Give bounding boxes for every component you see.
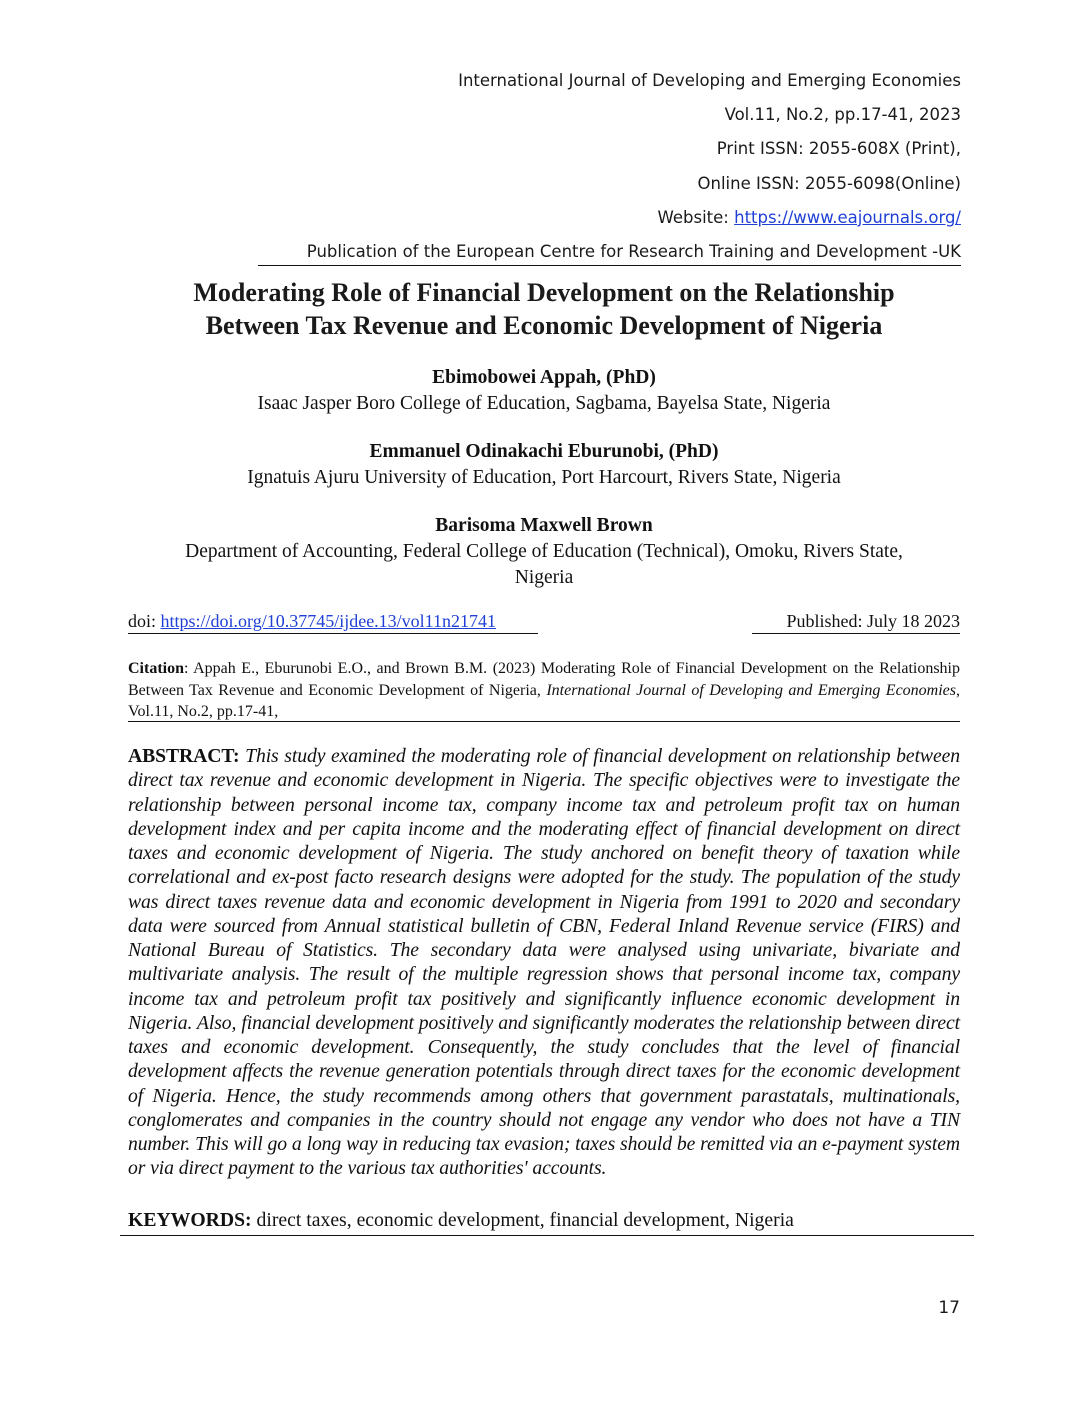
abstract: [128, 744, 960, 1181]
citation-label: Citation: [128, 660, 184, 677]
title-line-2: Between Tax Revenue and Economic Development of Nigeria: [205, 311, 883, 340]
author-affiliation: Isaac Jasper Boro College of Education, Sagbama, Bayelsa State, Nigeria: [257, 393, 831, 414]
author-affiliation: Department of Accounting, Federal College of Education (Technical), Omoku, Rivers State,: [185, 541, 903, 562]
published-date: Published: July 18 2023: [786, 611, 960, 631]
title-line-1: Moderating Role of Financial Development on the Relationship: [193, 278, 895, 307]
citation-divider: [128, 721, 960, 722]
header-divider: [258, 265, 961, 266]
keywords-text: direct taxes, economic development, financial development, Nigeria: [251, 1209, 794, 1231]
author-name: Barisoma Maxwell Brown: [435, 515, 653, 536]
doi-underline: [128, 633, 538, 634]
page-number: 17: [938, 1298, 960, 1318]
website-label: Website:: [657, 207, 735, 227]
citation: [128, 658, 960, 723]
author-name: Ebimobowei Appah, (PhD): [432, 367, 656, 388]
author-3: [120, 513, 968, 591]
paper-title: [120, 276, 968, 342]
print-issn: Print ISSN: 2055-608X (Print),: [716, 139, 961, 159]
website-line: [241, 201, 961, 235]
doi: [128, 609, 496, 633]
author-2: [120, 439, 968, 491]
journal-name: International Journal of Developing and Emerging Economies: [458, 71, 961, 90]
author-name: Emmanuel Odinakachi Eburunobi, (PhD): [369, 441, 719, 462]
journal-header: [241, 64, 961, 269]
abstract-text: This study examined the moderating role of financial development on relationship between direct tax revenue and economic development in Nigeria. The specific objectives were to investigate the relationship between personal income tax, company income tax and petroleum profit tax on human development index and per capita income and the moderating effect of financial development on direct taxes and economic development of Nigeria. The study anchored on benefit theory of taxation while correlational and ex-post facto research designs were adopted for the study. The population of the study was direct taxes revenue data and economic development in Nigeria from 1991 to 2020 and secondary data were sourced from Annual statistical bulletin of CBN, Federal Inland Revenue service (FIRS) and National Bureau of Statistics. The secondary data were analysed using univariate, bivariate and multivariate analysis. The result of the multiple regression shows that personal income tax, company income tax and petroleum profit tax positively and significantly influence economic development in Nigeria. Also, financial development positively and significantly moderates the relationship between direct taxes and economic development. Consequently, the study concludes that the level of financial development affects the revenue generation potentials through direct taxes for the economic development of Nigeria. Hence, the study recommends among others that government parastatals, multinationals, conglomerates and companies in the country should not engage any vendor who does not have a TIN number. This will go a long way in reducing tax evasion; taxes should be remitted via an e-payment system or via direct payment to the various tax authorities' accounts.: [128, 745, 960, 1180]
doi-label: doi:: [128, 611, 161, 631]
website-link[interactable]: https://www.eajournals.org/: [734, 207, 961, 227]
online-issn: Online ISSN: 2055-6098(Online): [697, 173, 961, 193]
citation-journal: International Journal of Developing and Emerging Economies: [546, 681, 956, 699]
citation-text-end: , Vol.11, No.2, pp.17-41,: [128, 681, 960, 720]
keywords-label: KEYWORDS:: [128, 1209, 252, 1231]
author-affiliation: Ignatuis Ajuru University of Education, Port Harcourt, Rivers State, Nigeria: [247, 467, 841, 488]
published-underline: [752, 633, 960, 634]
author-affiliation-cont: Nigeria: [514, 567, 574, 588]
author-1: [120, 365, 968, 417]
doi-link[interactable]: https://doi.org/10.37745/ijdee.13/vol11n21741: [160, 611, 497, 631]
keywords: [128, 1208, 960, 1232]
abstract-label: ABSTRACT:: [128, 745, 240, 767]
keywords-divider: [120, 1235, 974, 1236]
publisher-line: Publication of the European Centre for Research Training and Development -UK: [306, 242, 961, 262]
volume-info: Vol.11, No.2, pp.17-41, 2023: [724, 105, 961, 125]
citation-text: : Appah E., Eburunobi E.O., and Brown B.M. (2023) Moderating Role of Financial Development on the Relationship Between Tax Revenue and Economic Development of Nigeria,: [128, 660, 960, 699]
